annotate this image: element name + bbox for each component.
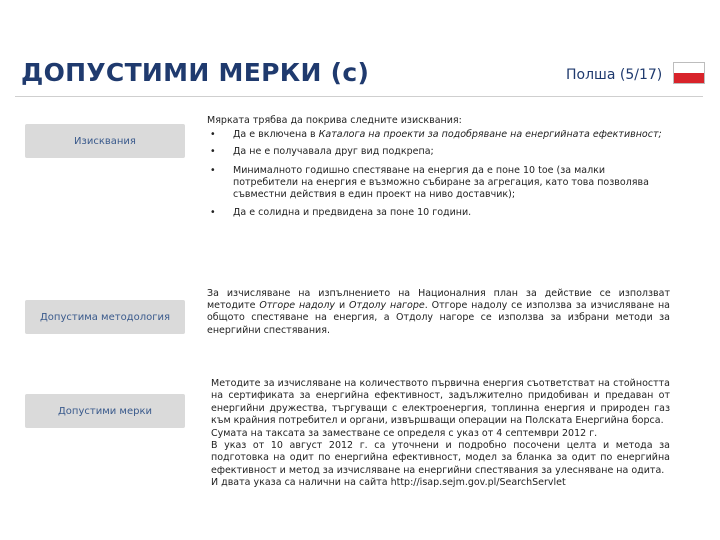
measures-line-2: Сумата на таксата за заместване се определя с указ от 4 септември 2012 г. xyxy=(211,427,598,439)
requirement-item: • Минималното годишно спестяване на енергия да е поне 10 toe (за малки потребители на енергия е възможно събиране за агрегация, като това позволява съвместни действия в един проект на ниво доставчик); xyxy=(207,165,670,202)
label-methodology: Допустима методология xyxy=(25,300,185,334)
measures-paragraph-3: В указ от 10 август 2012 г. са уточнени и подробно посочени целта и метода за подготовка на одит по енергийна ефективност, модел за бланка за одит по енергийна ефективност и метод за изчисляване на енергийни спестявания за улесняване на одита. xyxy=(211,440,670,476)
requirement-item: • Да е включена в Каталога на проекти за подобряване на енергийната ефективност; xyxy=(207,129,670,141)
label-eligible-measures: Допустими мерки xyxy=(25,394,185,428)
flag-red-stripe xyxy=(674,73,704,83)
label-requirements: Изисквания xyxy=(25,124,185,158)
page-title: ДОПУСТИМИ МЕРКИ (с) xyxy=(21,58,370,87)
country-label: Полша (5/17) xyxy=(566,67,663,83)
requirements-content xyxy=(207,115,670,226)
flag-white-stripe xyxy=(674,63,704,73)
requirements-intro: Мярката трябва да покрива следните изисквания: xyxy=(207,115,462,126)
methodology-text: За изчисляване на изпълнението на Националния план за действие се използват методите Отгоре надолу и Отдолу нагоре. Отгоре надолу се използва за изчисляване на общото спестяване на енергия, а Отдолу нагоре се използва за избрани методи за енергийни спестявания. xyxy=(207,288,670,336)
requirement-item: • Да не е получавала друг вид подкрепа; xyxy=(207,146,670,158)
requirement-item: • Да е солидна и предвидена за поне 10 години. xyxy=(207,207,670,219)
requirements-list xyxy=(207,129,670,219)
measures-line-4: И двата указа са налични на сайта http://isap.sejm.gov.pl/SearchServlet xyxy=(211,477,566,489)
poland-flag-icon xyxy=(673,62,705,84)
header-divider xyxy=(15,96,703,97)
eligible-measures-content xyxy=(211,378,670,490)
measures-paragraph-1: Методите за изчисляване на количеството първична енергия съответстват на стойността на сертификата за енергийна ефективност, задължително придобиван и предаван от енергийни дружества, търгуващи с електроенергия, топлинна енергия и природен газ към крайния потребител и органи, извършващи операции на Полската Енергийна борса. xyxy=(211,378,670,427)
